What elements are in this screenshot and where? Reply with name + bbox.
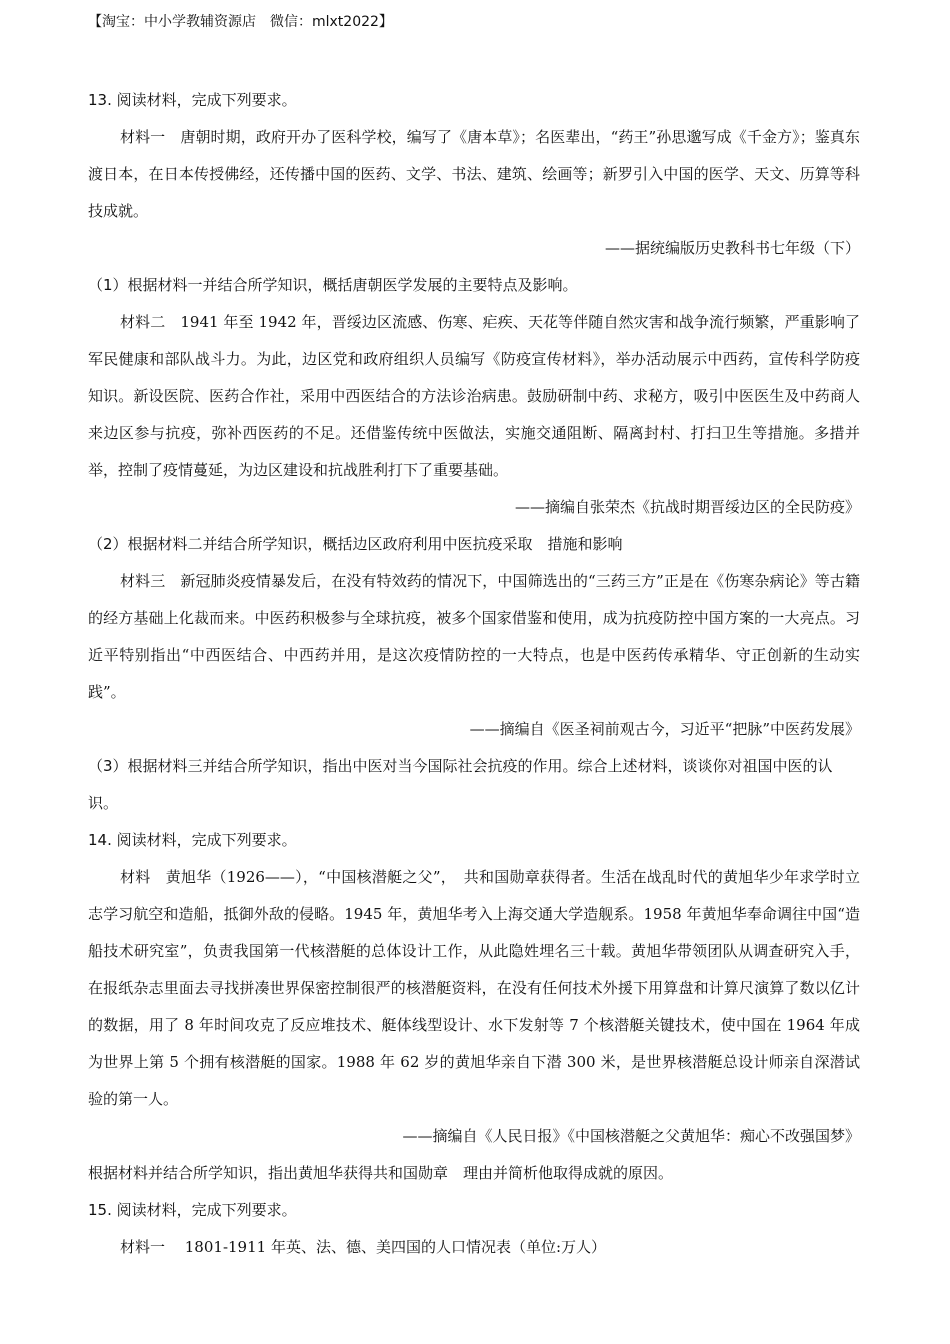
q13-subquestion-2: （2）根据材料二并结合所学知识，概括边区政府利用中医抗疫采取 措施和影响 xyxy=(88,535,623,553)
q13-material-2: 材料二 1941 年至 1942 年，晋绥边区流感、伤寒、疟疾、天花等伴随自然灾害和战争流行频繁，严重影响了军民健康和部队战斗力。为此，边区党和政府组织人员编写《防疫宣传材料》，举办活动展示中西药，宣传科学防疫知识。新设医院、医药合作社，采用中西医结合的方法诊治病患。鼓励研制中药、求秘方，吸引中医医生及中药商人来边区参与抗疫，弥补西医药的不足。还借鉴传统中医做法，实施交通阻断、隔离封村、打扫卫生等措施。多措并举，控制了疫情蔓延，为边区建设和抗战胜利打下了重要基础。 xyxy=(88,313,860,479)
page-header-watermark: 【淘宝：中小学教辅资源店 微信：mlxt2022】 xyxy=(88,14,393,30)
question-15-title: 15. 阅读材料，完成下列要求。 xyxy=(88,1201,297,1219)
q13-subquestion-3: （3）根据材料三并结合所学知识，指出中医对当今国际社会抗疫的作用。综合上述材料，谈谈你对祖国中医的认识。 xyxy=(88,757,833,812)
q15-material-1: 材料一 1801-1911 年英、法、德、美四国的人口情况表（单位:万人） xyxy=(120,1238,607,1256)
q13-material-2-source: ——摘编自张荣杰《抗战时期晋绥边区的全民防疫》 xyxy=(514,498,860,516)
document-body xyxy=(88,82,860,1266)
q13-material-3-source: ——摘编自《医圣祠前观古今，习近平“把脉”中医药发展》 xyxy=(469,720,860,738)
q14-question: 根据材料并结合所学知识，指出黄旭华获得共和国勋章 理由并简析他取得成就的原因。 xyxy=(88,1164,674,1182)
question-13-title: 13. 阅读材料，完成下列要求。 xyxy=(88,91,297,109)
question-14-title: 14. 阅读材料，完成下列要求。 xyxy=(88,831,297,849)
q13-material-1-source: ——据统编版历史教科书七年级（下） xyxy=(604,239,860,257)
q13-material-3: 材料三 新冠肺炎疫情暴发后，在没有特效药的情况下，中国筛选出的“三药三方”正是在《伤寒杂病论》等古籍的经方基础上化裁而来。中医药积极参与全球抗疫，被多个国家借鉴和使用，成为抗疫防控中国方案的一大亮点。习近平特别指出“中西医结合、中西药并用，是这次疫情防控的一大特点，也是中医药传承精华、守正创新的生动实践”。 xyxy=(88,572,860,701)
q14-material: 材料 黄旭华（1926——），“中国核潜艇之父”， 共和国勋章获得者。生活在战乱时代的黄旭华少年求学时立志学习航空和造船，抵御外敌的侵略。1945 年，黄旭华考入上海交通大学造舰系。1958 年黄旭华奉命调往中国“造船技术研究室”，负责我国第一代核潜艇的总体设计工作，从此隐姓埋名三十载。黄旭华带领团队从调查研究入手，在报纸杂志里面去寻找拼凑世界保密控制很严的核潜艇资料，在没有任何技术外援下用算盘和计算尺演算了数以亿计的数据，用了 8 年时间攻克了反应堆技术、艇体线型设计、水下发射等 7 个核潜艇关键技术，使中国在 1964 年成为世界上第 5 个拥有核潜艇的国家。1988 年 62 岁的黄旭华亲自下潜 300 米，是世界核潜艇总设计师亲自深潜试验的第一人。 xyxy=(88,868,860,1108)
q14-material-source: ——摘编自《人民日报》《中国核潜艇之父黄旭华：痴心不改强国梦》 xyxy=(402,1127,860,1145)
q13-subquestion-1: （1）根据材料一并结合所学知识，概括唐朝医学发展的主要特点及影响。 xyxy=(88,276,578,294)
q13-material-1: 材料一 唐朝时期，政府开办了医科学校，编写了《唐本草》；名医辈出，“药王”孙思邈写成《千金方》；鉴真东渡日本，在日本传授佛经，还传播中国的医药、文学、书法、建筑、绘画等；新罗引入中国的医学、天文、历算等科技成就。 xyxy=(88,128,860,220)
